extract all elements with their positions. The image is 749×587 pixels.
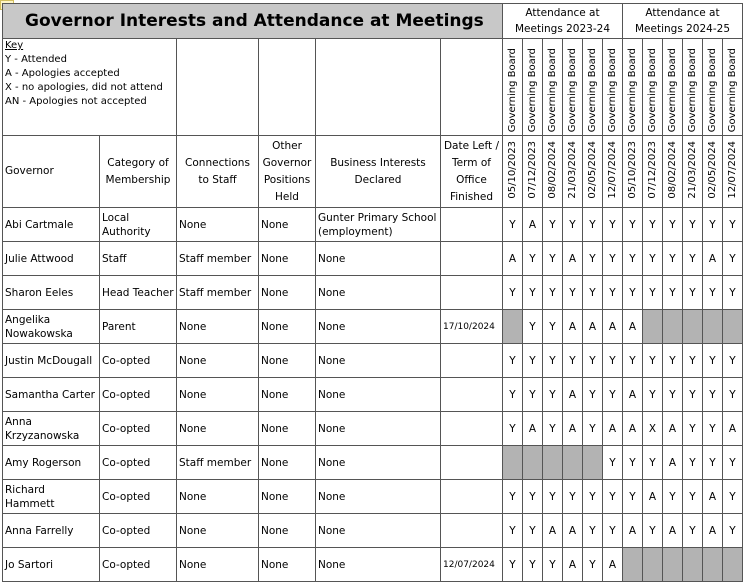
governor-column-header: Governor: [3, 136, 100, 208]
attendance-cell: A: [603, 548, 623, 582]
attendance-cell: Y: [563, 208, 583, 242]
governor-name: Richard Hammett: [3, 480, 100, 514]
meeting-date-text: 12/07/2024: [727, 141, 738, 199]
attendance-cell: Y: [663, 378, 683, 412]
attendance-cell: Y: [603, 378, 623, 412]
attendance-cell: [543, 446, 563, 480]
meeting-body-label: [663, 39, 683, 136]
attendance-cell: A: [643, 480, 663, 514]
blank-cell: [316, 39, 441, 136]
governor-name: Julie Attwood: [3, 242, 100, 276]
governor-row: [3, 344, 743, 378]
attendance-cell: A: [543, 514, 563, 548]
governor-row: [3, 412, 743, 446]
attendance-cell: Y: [603, 514, 623, 548]
blank-cell: [177, 39, 259, 136]
attendance-cell: Y: [543, 378, 563, 412]
attendance-cell: Y: [523, 344, 543, 378]
attendance-cell: Y: [683, 242, 703, 276]
attendance-cell: Y: [583, 412, 603, 446]
staff-connection: None: [177, 208, 259, 242]
meeting-date-header: [703, 136, 723, 208]
attendance-cell: Y: [663, 480, 683, 514]
attendance-cell: Y: [523, 548, 543, 582]
governor-row: [3, 310, 743, 344]
attendance-cell: A: [663, 446, 683, 480]
staff-connection: None: [177, 514, 259, 548]
business-interests: None: [316, 310, 441, 344]
staff-connection: Staff member: [177, 276, 259, 310]
attendance-cell: Y: [723, 344, 743, 378]
attendance-cell: A: [523, 208, 543, 242]
attendance-cell: Y: [583, 514, 603, 548]
attendance-cell: [663, 310, 683, 344]
attendance-cell: Y: [583, 480, 603, 514]
attendance-cell: Y: [543, 242, 563, 276]
attendance-cell: Y: [503, 378, 523, 412]
business-interests: None: [316, 446, 441, 480]
attendance-cell: Y: [603, 208, 623, 242]
attendance-cell: Y: [523, 378, 543, 412]
date-left: [441, 514, 503, 548]
meeting-date-header: [523, 136, 543, 208]
membership-category: Co-opted: [100, 480, 177, 514]
membership-category: Local Authority: [100, 208, 177, 242]
meeting-body-label: [543, 39, 563, 136]
meeting-body-text: Governing Board: [687, 47, 698, 132]
meeting-date-text: 21/03/2024: [567, 141, 578, 199]
governor-name: Samantha Carter: [3, 378, 100, 412]
attendance-cell: Y: [583, 344, 603, 378]
meeting-body-text: Governing Board: [707, 47, 718, 132]
business-interests: None: [316, 514, 441, 548]
key-line: A - Apologies accepted: [5, 68, 120, 79]
attendance-cell: Y: [523, 514, 543, 548]
date-left: [441, 242, 503, 276]
staff-connection: None: [177, 412, 259, 446]
attendance-cell: Y: [503, 514, 523, 548]
date-left: 17/10/2024: [441, 310, 503, 344]
other-positions: None: [259, 378, 316, 412]
meeting-body-text: Governing Board: [547, 47, 558, 132]
meeting-body-label: [643, 39, 663, 136]
date-left: [441, 208, 503, 242]
staff-connection: None: [177, 378, 259, 412]
attendance-cell: Y: [583, 378, 603, 412]
attendance-cell: Y: [703, 276, 723, 310]
business-interests: None: [316, 378, 441, 412]
other-positions: None: [259, 344, 316, 378]
key-line: AN - Apologies not accepted: [5, 96, 147, 107]
connections-column-header: Connections to Staff: [177, 136, 259, 208]
attendance-cell: Y: [603, 276, 623, 310]
attendance-cell: A: [563, 548, 583, 582]
attendance-cell: A: [623, 412, 643, 446]
attendance-cell: Y: [703, 378, 723, 412]
attendance-cell: Y: [643, 276, 663, 310]
meeting-date-header: [583, 136, 603, 208]
attendance-cell: [703, 548, 723, 582]
attendance-cell: A: [663, 412, 683, 446]
governor-row: [3, 378, 743, 412]
attendance-cell: A: [663, 514, 683, 548]
meeting-body-text: Governing Board: [627, 47, 638, 132]
membership-category: Co-opted: [100, 412, 177, 446]
meeting-date-text: 05/10/2023: [507, 141, 518, 199]
attendance-cell: Y: [683, 480, 703, 514]
attendance-cell: [503, 446, 523, 480]
attendance-cell: Y: [723, 446, 743, 480]
other-positions-column-header: Other Governor Positions Held: [259, 136, 316, 208]
attendance-cell: [663, 548, 683, 582]
attendance-cell: A: [603, 412, 623, 446]
attendance-cell: Y: [543, 480, 563, 514]
business-interests: Gunter Primary School (employment): [316, 208, 441, 242]
date-left: 12/07/2024: [441, 548, 503, 582]
meeting-body-label: [563, 39, 583, 136]
attendance-cell: A: [523, 412, 543, 446]
attendance-cell: Y: [703, 412, 723, 446]
attendance-cell: Y: [503, 548, 523, 582]
attendance-cell: Y: [543, 276, 563, 310]
attendance-cell: Y: [723, 378, 743, 412]
attendance-cell: A: [603, 310, 623, 344]
attendance-cell: Y: [503, 412, 523, 446]
governor-row: [3, 514, 743, 548]
meeting-body-label: [523, 39, 543, 136]
attendance-cell: [643, 310, 663, 344]
staff-connection: Staff member: [177, 446, 259, 480]
governor-name: Jo Sartori: [3, 548, 100, 582]
attendance-cell: [563, 446, 583, 480]
governor-name: Anna Krzyzanowska: [3, 412, 100, 446]
membership-category: Co-opted: [100, 344, 177, 378]
attendance-cell: Y: [703, 208, 723, 242]
attendance-cell: [683, 548, 703, 582]
attendance-cell: Y: [583, 276, 603, 310]
attendance-cell: Y: [603, 242, 623, 276]
date-left: [441, 344, 503, 378]
date-left: [441, 276, 503, 310]
meeting-body-label: [503, 39, 523, 136]
attendance-cell: Y: [643, 344, 663, 378]
attendance-cell: [683, 310, 703, 344]
attendance-cell: Y: [523, 310, 543, 344]
attendance-cell: Y: [683, 276, 703, 310]
key-heading: Key: [5, 40, 24, 51]
meeting-body-text: Governing Board: [727, 47, 738, 132]
meeting-body-label: [583, 39, 603, 136]
attendance-cell: Y: [643, 446, 663, 480]
attendance-cell: Y: [703, 344, 723, 378]
attendance-cell: Y: [583, 242, 603, 276]
meeting-body-text: Governing Board: [587, 47, 598, 132]
attendance-cell: Y: [503, 276, 523, 310]
date-left: [441, 480, 503, 514]
membership-category: Staff: [100, 242, 177, 276]
meeting-date-text: 08/02/2024: [667, 141, 678, 199]
governor-row: [3, 446, 743, 480]
governor-row: [3, 208, 743, 242]
membership-category: Co-opted: [100, 514, 177, 548]
key-line: Y - Attended: [5, 54, 67, 65]
attendance-cell: Y: [543, 412, 563, 446]
attendance-cell: A: [563, 412, 583, 446]
governor-name: Angelika Nowakowska: [3, 310, 100, 344]
meeting-body-label: [603, 39, 623, 136]
governor-row: [3, 276, 743, 310]
business-interests: None: [316, 344, 441, 378]
attendance-cell: Y: [723, 208, 743, 242]
attendance-cell: [623, 548, 643, 582]
membership-category: Co-opted: [100, 548, 177, 582]
attendance-cell: Y: [683, 344, 703, 378]
governor-name: Amy Rogerson: [3, 446, 100, 480]
meeting-date-header: [643, 136, 663, 208]
attendance-cell: Y: [623, 344, 643, 378]
meeting-date-text: 07/12/2023: [647, 141, 658, 199]
governor-row: [3, 242, 743, 276]
business-interests: None: [316, 412, 441, 446]
date-left: [441, 412, 503, 446]
attendance-cell: Y: [603, 446, 623, 480]
attendance-cell: Y: [543, 310, 563, 344]
attendance-cell: X: [643, 412, 663, 446]
date-left-column-header: Date Left / Term of Office Finished: [441, 136, 503, 208]
attendance-cell: Y: [723, 480, 743, 514]
meeting-body-label: [703, 39, 723, 136]
meeting-date-header: [563, 136, 583, 208]
attendance-cell: Y: [543, 208, 563, 242]
membership-category: Co-opted: [100, 378, 177, 412]
attendance-cell: A: [563, 310, 583, 344]
attendance-cell: Y: [663, 242, 683, 276]
meeting-date-header: [623, 136, 643, 208]
attendance-cell: Y: [723, 514, 743, 548]
staff-connection: None: [177, 344, 259, 378]
attendance-cell: Y: [563, 480, 583, 514]
attendance-cell: Y: [663, 276, 683, 310]
key-line: X - no apologies, did not attend: [5, 82, 163, 93]
attendance-cell: Y: [623, 480, 643, 514]
meeting-date-header: [503, 136, 523, 208]
attendance-cell: Y: [643, 514, 663, 548]
meeting-date-text: 12/07/2024: [607, 141, 618, 199]
attendance-cell: Y: [543, 344, 563, 378]
attendance-cell: A: [703, 514, 723, 548]
attendance-cell: Y: [623, 446, 643, 480]
attendance-cell: A: [583, 310, 603, 344]
attendance-cell: A: [503, 242, 523, 276]
meeting-body-text: Governing Board: [607, 47, 618, 132]
attendance-cell: Y: [503, 344, 523, 378]
meeting-date-header: [603, 136, 623, 208]
page-title: Governor Interests and Attendance at Meetings: [3, 4, 503, 39]
other-positions: None: [259, 242, 316, 276]
attendance-cell: Y: [503, 480, 523, 514]
meeting-body-text: Governing Board: [507, 47, 518, 132]
attendance-cell: A: [623, 378, 643, 412]
blank-cell: [259, 39, 316, 136]
attendance-cell: Y: [683, 446, 703, 480]
meeting-date-text: 08/02/2024: [547, 141, 558, 199]
attendance-cell: Y: [523, 480, 543, 514]
attendance-cell: Y: [643, 378, 663, 412]
attendance-cell: [703, 310, 723, 344]
attendance-cell: Y: [683, 412, 703, 446]
attendance-cell: A: [723, 412, 743, 446]
meeting-body-label: [723, 39, 743, 136]
meeting-date-header: [683, 136, 703, 208]
meeting-date-header: [723, 136, 743, 208]
date-left: [441, 446, 503, 480]
meeting-body-label: [683, 39, 703, 136]
meeting-body-text: Governing Board: [567, 47, 578, 132]
governor-row: [3, 480, 743, 514]
governor-name: Justin McDougall: [3, 344, 100, 378]
attendance-cell: Y: [603, 480, 623, 514]
attendance-cell: A: [623, 514, 643, 548]
attendance-cell: A: [703, 242, 723, 276]
membership-category: Parent: [100, 310, 177, 344]
attendance-cell: Y: [683, 378, 703, 412]
date-left: [441, 378, 503, 412]
attendance-cell: Y: [683, 208, 703, 242]
meeting-date-text: 02/05/2024: [707, 141, 718, 199]
attendance-cell: A: [563, 242, 583, 276]
attendance-sheet: [2, 3, 743, 582]
meeting-body-label: [623, 39, 643, 136]
attendance-cell: Y: [623, 276, 643, 310]
attendance-cell: Y: [663, 344, 683, 378]
attendance-cell: [723, 310, 743, 344]
blank-cell: [441, 39, 503, 136]
governor-name: Anna Farrelly: [3, 514, 100, 548]
attendance-cell: Y: [723, 242, 743, 276]
attendance-cell: Y: [523, 242, 543, 276]
other-positions: None: [259, 548, 316, 582]
membership-category: Head Teacher: [100, 276, 177, 310]
meeting-date-header: [663, 136, 683, 208]
meeting-body-text: Governing Board: [667, 47, 678, 132]
attendance-cell: Y: [623, 208, 643, 242]
attendance-cell: Y: [663, 208, 683, 242]
business-interests: None: [316, 480, 441, 514]
attendance-cell: Y: [583, 208, 603, 242]
meeting-date-text: 05/10/2023: [627, 141, 638, 199]
attendance-cell: Y: [523, 276, 543, 310]
attendance-2023-24-header: Attendance at Meetings 2023-24: [503, 4, 623, 39]
governor-name: Sharon Eeles: [3, 276, 100, 310]
key-legend: [3, 39, 177, 136]
attendance-cell: Y: [543, 548, 563, 582]
attendance-cell: Y: [723, 276, 743, 310]
attendance-cell: Y: [563, 344, 583, 378]
attendance-cell: [523, 446, 543, 480]
attendance-cell: A: [563, 514, 583, 548]
staff-connection: Staff member: [177, 242, 259, 276]
attendance-cell: Y: [583, 548, 603, 582]
attendance-cell: Y: [703, 446, 723, 480]
attendance-cell: Y: [643, 242, 663, 276]
attendance-cell: A: [703, 480, 723, 514]
governor-row: [3, 548, 743, 582]
attendance-cell: [643, 548, 663, 582]
category-column-header: Category of Membership: [100, 136, 177, 208]
meeting-date-text: 02/05/2024: [587, 141, 598, 199]
meeting-date-text: 21/03/2024: [687, 141, 698, 199]
governor-name: Abi Cartmale: [3, 208, 100, 242]
attendance-cell: Y: [683, 514, 703, 548]
business-interests-column-header: Business Interests Declared: [316, 136, 441, 208]
staff-connection: None: [177, 548, 259, 582]
other-positions: None: [259, 310, 316, 344]
other-positions: None: [259, 276, 316, 310]
attendance-cell: A: [563, 378, 583, 412]
staff-connection: None: [177, 480, 259, 514]
attendance-cell: [583, 446, 603, 480]
attendance-cell: Y: [563, 276, 583, 310]
attendance-cell: Y: [643, 208, 663, 242]
other-positions: None: [259, 480, 316, 514]
attendance-cell: Y: [603, 344, 623, 378]
attendance-cell: [723, 548, 743, 582]
meeting-date-header: [543, 136, 563, 208]
attendance-cell: Y: [503, 208, 523, 242]
attendance-cell: [503, 310, 523, 344]
business-interests: None: [316, 242, 441, 276]
meeting-date-text: 07/12/2023: [527, 141, 538, 199]
other-positions: None: [259, 412, 316, 446]
business-interests: None: [316, 548, 441, 582]
staff-connection: None: [177, 310, 259, 344]
membership-category: Co-opted: [100, 446, 177, 480]
attendance-cell: Y: [623, 242, 643, 276]
attendance-cell: A: [623, 310, 643, 344]
attendance-2024-25-header: Attendance at Meetings 2024-25: [623, 4, 743, 39]
meeting-body-text: Governing Board: [647, 47, 658, 132]
other-positions: None: [259, 514, 316, 548]
other-positions: None: [259, 446, 316, 480]
meeting-body-text: Governing Board: [527, 47, 538, 132]
business-interests: None: [316, 276, 441, 310]
other-positions: None: [259, 208, 316, 242]
